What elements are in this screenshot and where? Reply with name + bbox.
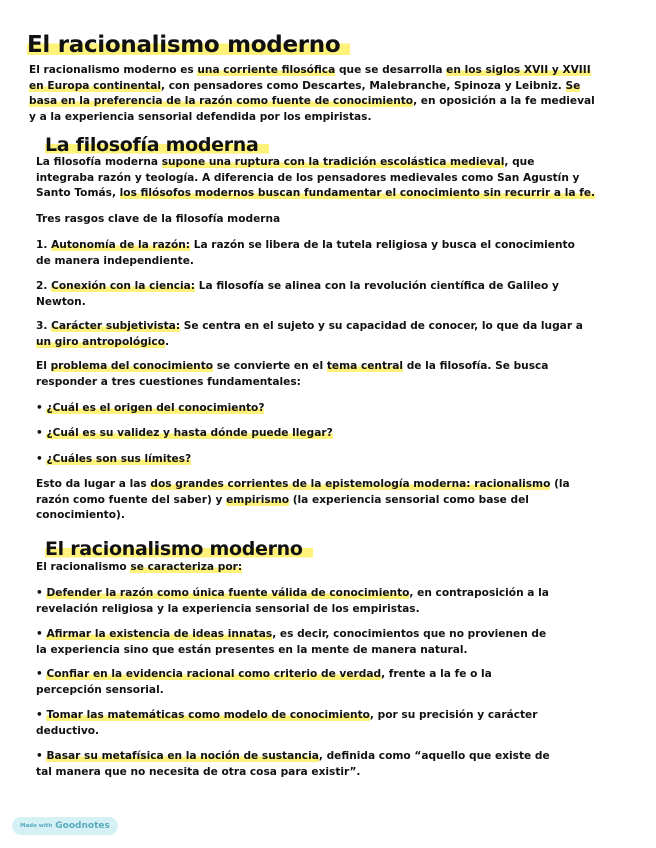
trait-conexion (36, 279, 559, 310)
highlighted-text: Afirmar la existencia de ideas innatas (46, 628, 273, 640)
goodnotes-badge[interactable] (12, 817, 118, 835)
text-run: • (36, 453, 47, 465)
text-run: integraba razón y teología. A diferencia de los pensadores medievales como San Agustín y (36, 171, 580, 184)
highlighted-text: dos grandes corrientes de la epistemología moderna: racionalismo (150, 478, 551, 490)
text-run: El racionalismo moderno es (29, 64, 198, 76)
text-run: • (36, 628, 47, 640)
text-run: • (36, 709, 47, 721)
text-run: • (36, 750, 47, 762)
text-run: , en contraposición a la (409, 587, 549, 599)
text-run: se convierte en el (213, 360, 327, 372)
text-run: Santo Tomás, (36, 187, 120, 199)
text-run: (la (550, 478, 570, 490)
highlighted-text: empirismo (226, 493, 290, 506)
highlighted-text: supone una ruptura con la tradición escolástica medieval (161, 156, 505, 168)
highlighted-text: Autonomía de la razón: (51, 239, 191, 251)
text-run: razón como fuente del saber) y (36, 493, 227, 506)
text-run: , que (504, 156, 535, 168)
text-run: Newton. (36, 295, 86, 308)
highlighted-text: en los siglos XVII y XVIII (446, 64, 591, 76)
question-origen (36, 401, 264, 417)
caracteristica-matematicas (36, 708, 537, 739)
highlighted-text: Tomar las matemáticas como modelo de conocimiento (46, 709, 370, 721)
text-run: 3. (36, 320, 52, 332)
text-run: deductivo. (36, 724, 100, 737)
text-run: • (36, 427, 47, 439)
text-run: La filosofía se alinea con la revolución científica de Galileo y (195, 280, 559, 292)
text-run: Tres rasgos clave de la filosofía moderna (36, 213, 281, 225)
section-title-racionalismo-text: El racionalismo moderno (45, 538, 313, 560)
highlighted-text: tema central (326, 360, 404, 372)
text-run: Se centra en el sujeto y su capacidad de conocer, lo que da lugar a (180, 320, 583, 332)
problema-paragraph (36, 359, 548, 390)
text-run: , frente a la fe o la (381, 668, 492, 680)
text-run: 1. (36, 239, 52, 251)
highlighted-text: problema del conocimiento (50, 360, 214, 372)
highlighted-text: ¿Cuál es su validez y hasta dónde puede llegar? (46, 427, 333, 439)
highlighted-text: los filósofos modernos buscan fundamentar el conocimiento sin recurrir a la fe. (119, 187, 596, 199)
highlighted-text: basa en la preferencia de la razón como fuente de conocimiento (29, 95, 414, 107)
text-run: y a la experiencia sensorial defendida por los empiristas. (29, 110, 372, 123)
caracteristica-ideas-innatas (36, 627, 546, 658)
badge-brand-text: Goodnotes (55, 821, 110, 831)
text-run: , es decir, conocimientos que no provienen de (272, 628, 547, 640)
section-title-filosofia-moderna-text: La filosofía moderna (45, 134, 269, 156)
racionalismo-intro (36, 560, 242, 576)
tres-rasgos-heading (36, 212, 280, 228)
badge-small-text: Made with (20, 823, 53, 829)
intro-paragraph (29, 63, 595, 125)
text-run: El (36, 360, 51, 372)
text-run: . (164, 335, 170, 348)
page-title (27, 30, 350, 60)
text-run: La filosofía moderna (36, 156, 162, 168)
text-run: , definida como “aquello que existe de (318, 750, 550, 762)
highlighted-text: Carácter subjetivista: (51, 320, 181, 332)
text-run: de manera independiente. (36, 254, 194, 267)
highlighted-text: se caracteriza por: (130, 561, 243, 573)
highlighted-text: un giro antropológico (36, 335, 165, 348)
page-title-text: El racionalismo moderno (27, 32, 350, 58)
highlighted-text: en Europa continental (29, 79, 162, 92)
text-run: de la filosofía. Se busca (403, 360, 549, 372)
highlighted-text: Conexión con la ciencia: (51, 280, 196, 292)
text-run: El racionalismo (36, 561, 131, 573)
highlighted-text: Defender la razón como única fuente válida de conocimiento (46, 587, 410, 599)
highlighted-text: una corriente filosófica (197, 64, 336, 76)
section-title-filosofia-moderna (45, 133, 269, 157)
trait-autonomia (36, 238, 575, 269)
highlighted-text: Confiar en la evidencia racional como criterio de verdad (46, 668, 382, 680)
filosofia-moderna-paragraph (36, 155, 595, 202)
text-run: Esto da lugar a las (36, 478, 151, 490)
text-run: responder a tres cuestiones fundamentales: (36, 375, 301, 388)
text-run: , por su precisión y carácter (369, 709, 538, 721)
highlighted-text: Se (565, 79, 581, 92)
highlighted-text: ¿Cuáles son sus límites? (46, 453, 192, 465)
text-run: , con pensadores como Descartes, Malebranche, Spinoza y Leibniz. (161, 79, 566, 92)
text-run: que se desarrolla (335, 64, 447, 76)
caracteristica-razon (36, 586, 549, 617)
text-run: revelación religiosa y la experiencia sensorial de los empiristas. (36, 602, 420, 615)
question-limites (36, 452, 191, 468)
trait-subjetivista (36, 319, 583, 350)
text-run: tal manera que no necesita de otra cosa para existir”. (36, 765, 361, 778)
text-run: la experiencia sino que están presentes en la mente de manera natural. (36, 643, 468, 656)
highlighted-text: ¿Cuál es el origen del conocimiento? (46, 402, 265, 414)
text-run: La razón se libera de la tutela religiosa y busca el conocimiento (190, 239, 575, 251)
text-run: percepción sensorial. (36, 683, 164, 696)
text-run: • (36, 402, 47, 414)
text-run: 2. (36, 280, 52, 292)
section-title-racionalismo (45, 537, 313, 561)
caracteristica-evidencia (36, 667, 492, 698)
caracteristica-sustancia (36, 749, 550, 780)
question-validez (36, 426, 333, 442)
corrientes-paragraph (36, 477, 570, 524)
text-run: (la experiencia sensorial como base del (289, 493, 529, 506)
text-run: , en oposición a la fe medieval (413, 95, 595, 107)
text-run: conocimiento). (36, 509, 125, 521)
highlighted-text: Basar su metafísica en la noción de sustancia (46, 750, 319, 762)
text-run: • (36, 587, 47, 599)
text-run: • (36, 668, 47, 680)
